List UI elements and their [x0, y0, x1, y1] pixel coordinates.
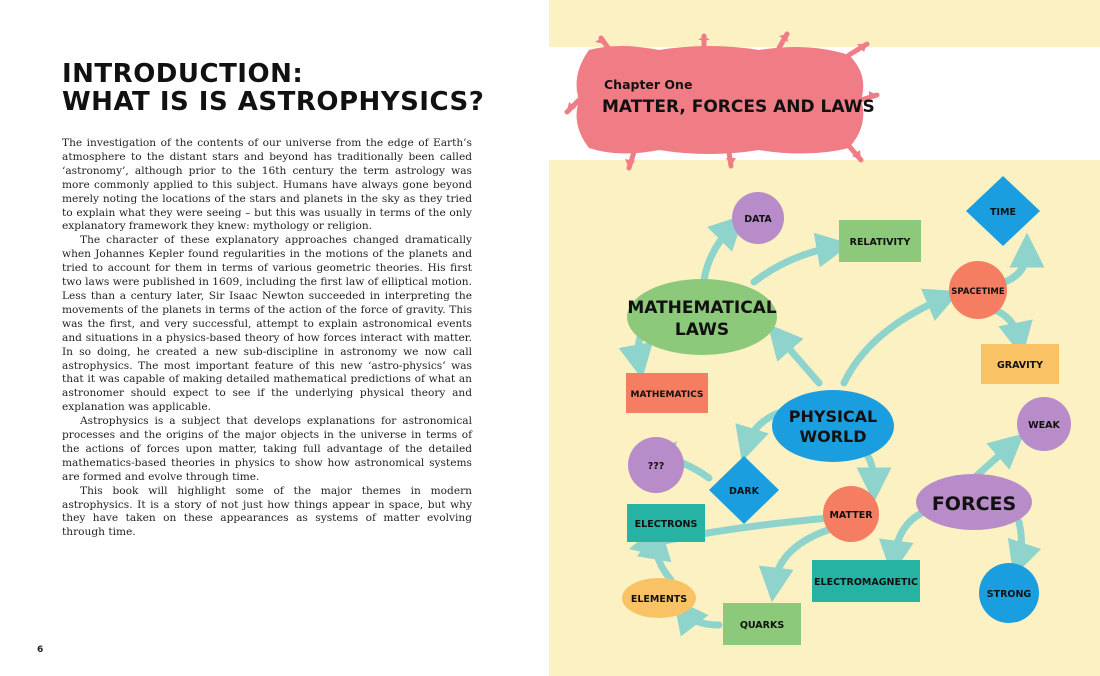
paragraph-1: The investigation of the contents of our universe from the edge of Earth’s atmosphere to the distant stars and beyond has traditionally been called ‘astronomy’, although prior to the 16th century the term astrology was more commonly applied to this subject. Humans have always gone beyond merely noting the locations of the stars and planets in the sky as they tried to explain what they were seeing – but this was usually in terms of the only explanatory framework they knew: mythology or religion.	[62, 137, 472, 233]
paragraph-3: Astrophysics is a subject that develops explanations for astronomical processes and the origins of the major objects in the universe in terms of the actions of forces upon matter, taking full advantage of the detailed mathematics-based theories in physics to show how astronomical systems are formed and evolve through time.	[62, 415, 472, 483]
svg-text:WORLD: WORLD	[799, 427, 867, 446]
svg-text:SPACETIME: SPACETIME	[951, 287, 1005, 297]
svg-text:DATA: DATA	[744, 214, 772, 225]
right-page	[549, 0, 1100, 676]
svg-text:LAWS: LAWS	[674, 320, 730, 340]
node-forces	[916, 474, 1032, 530]
svg-text:MATHEMATICAL: MATHEMATICAL	[627, 298, 777, 318]
node-elements	[622, 578, 696, 618]
svg-text:DARK: DARK	[729, 486, 759, 497]
svg-text:ELECTRONS: ELECTRONS	[634, 519, 698, 530]
chapter-banner	[567, 34, 877, 168]
node-mathematical-laws	[627, 279, 777, 355]
node-physical-world	[772, 390, 894, 462]
svg-text:RELATIVITY: RELATIVITY	[849, 237, 911, 248]
svg-text:PHYSICAL: PHYSICAL	[788, 407, 878, 426]
node-electrons	[627, 504, 705, 542]
svg-text:QUARKS: QUARKS	[739, 620, 785, 631]
paragraph-4: This book will highlight some of the major themes in modern astrophysics. It is a story of not just how things appear in space, but why they have taken on these appearances as systems of matter evolving through time.	[62, 484, 472, 539]
title-line-2: WHAT IS IS ASTROPHYSICS?	[62, 87, 485, 117]
node-electromagnetic	[812, 560, 920, 602]
title-line-1: INTRODUCTION:	[62, 59, 304, 89]
page-number: 6	[37, 645, 44, 655]
svg-text:ELECTROMAGNETIC: ELECTROMAGNETIC	[814, 577, 918, 588]
svg-text:MATTER: MATTER	[829, 510, 873, 521]
top-band	[549, 0, 1100, 47]
node-spacetime	[949, 261, 1007, 319]
node-weak	[1017, 397, 1071, 451]
svg-text:FORCES: FORCES	[931, 493, 1017, 515]
left-page	[0, 0, 549, 676]
svg-text:MATHEMATICS: MATHEMATICS	[630, 390, 704, 400]
paragraph-2: The character of these explanatory approaches changed dramatically when Johannes Kepler found regularities in the motions of the planets and tried to account for them in terms of various geometric theories. His first two laws were published in 1609, including the first law of elliptical motion. Less than a century later, Sir Isaac Newton succeeded in interpreting the movements of the planets in terms of the action of the force of gravity. This was the first, and very successful, attempt to explain astronomical events and situations in a physics-based theory of how forces interact with matter. In so doing, he created a new sub-discipline in astronomy we now call astrophysics. The most important feature of this new ‘astro-physics’ was that it was capable of making detailed mathematical predictions of what an astronomer should expect to see if the underlying physical theory and explanation was applicable.	[62, 234, 472, 414]
node-strong	[979, 563, 1039, 623]
svg-text:TIME: TIME	[990, 207, 1016, 218]
chapter-title: MATTER, FORCES AND LAWS	[602, 97, 875, 117]
svg-text:GRAVITY: GRAVITY	[996, 360, 1044, 371]
svg-text:???: ???	[647, 461, 665, 472]
node-quarks	[723, 603, 801, 645]
node-gravity	[981, 344, 1059, 384]
node-relativity	[839, 220, 921, 262]
node-unknown	[628, 437, 684, 493]
node-data	[732, 192, 784, 244]
node-matter	[823, 486, 879, 542]
svg-text:ELEMENTS: ELEMENTS	[630, 594, 688, 605]
body-text	[62, 137, 472, 540]
svg-text:STRONG: STRONG	[986, 589, 1032, 600]
concept-map-diagram	[549, 0, 1100, 676]
page-title	[62, 60, 484, 116]
svg-text:WEAK: WEAK	[1028, 420, 1060, 431]
node-mathematics	[626, 373, 708, 413]
arrow-forces-strong	[1019, 522, 1022, 560]
chapter-label: Chapter One	[604, 77, 693, 92]
